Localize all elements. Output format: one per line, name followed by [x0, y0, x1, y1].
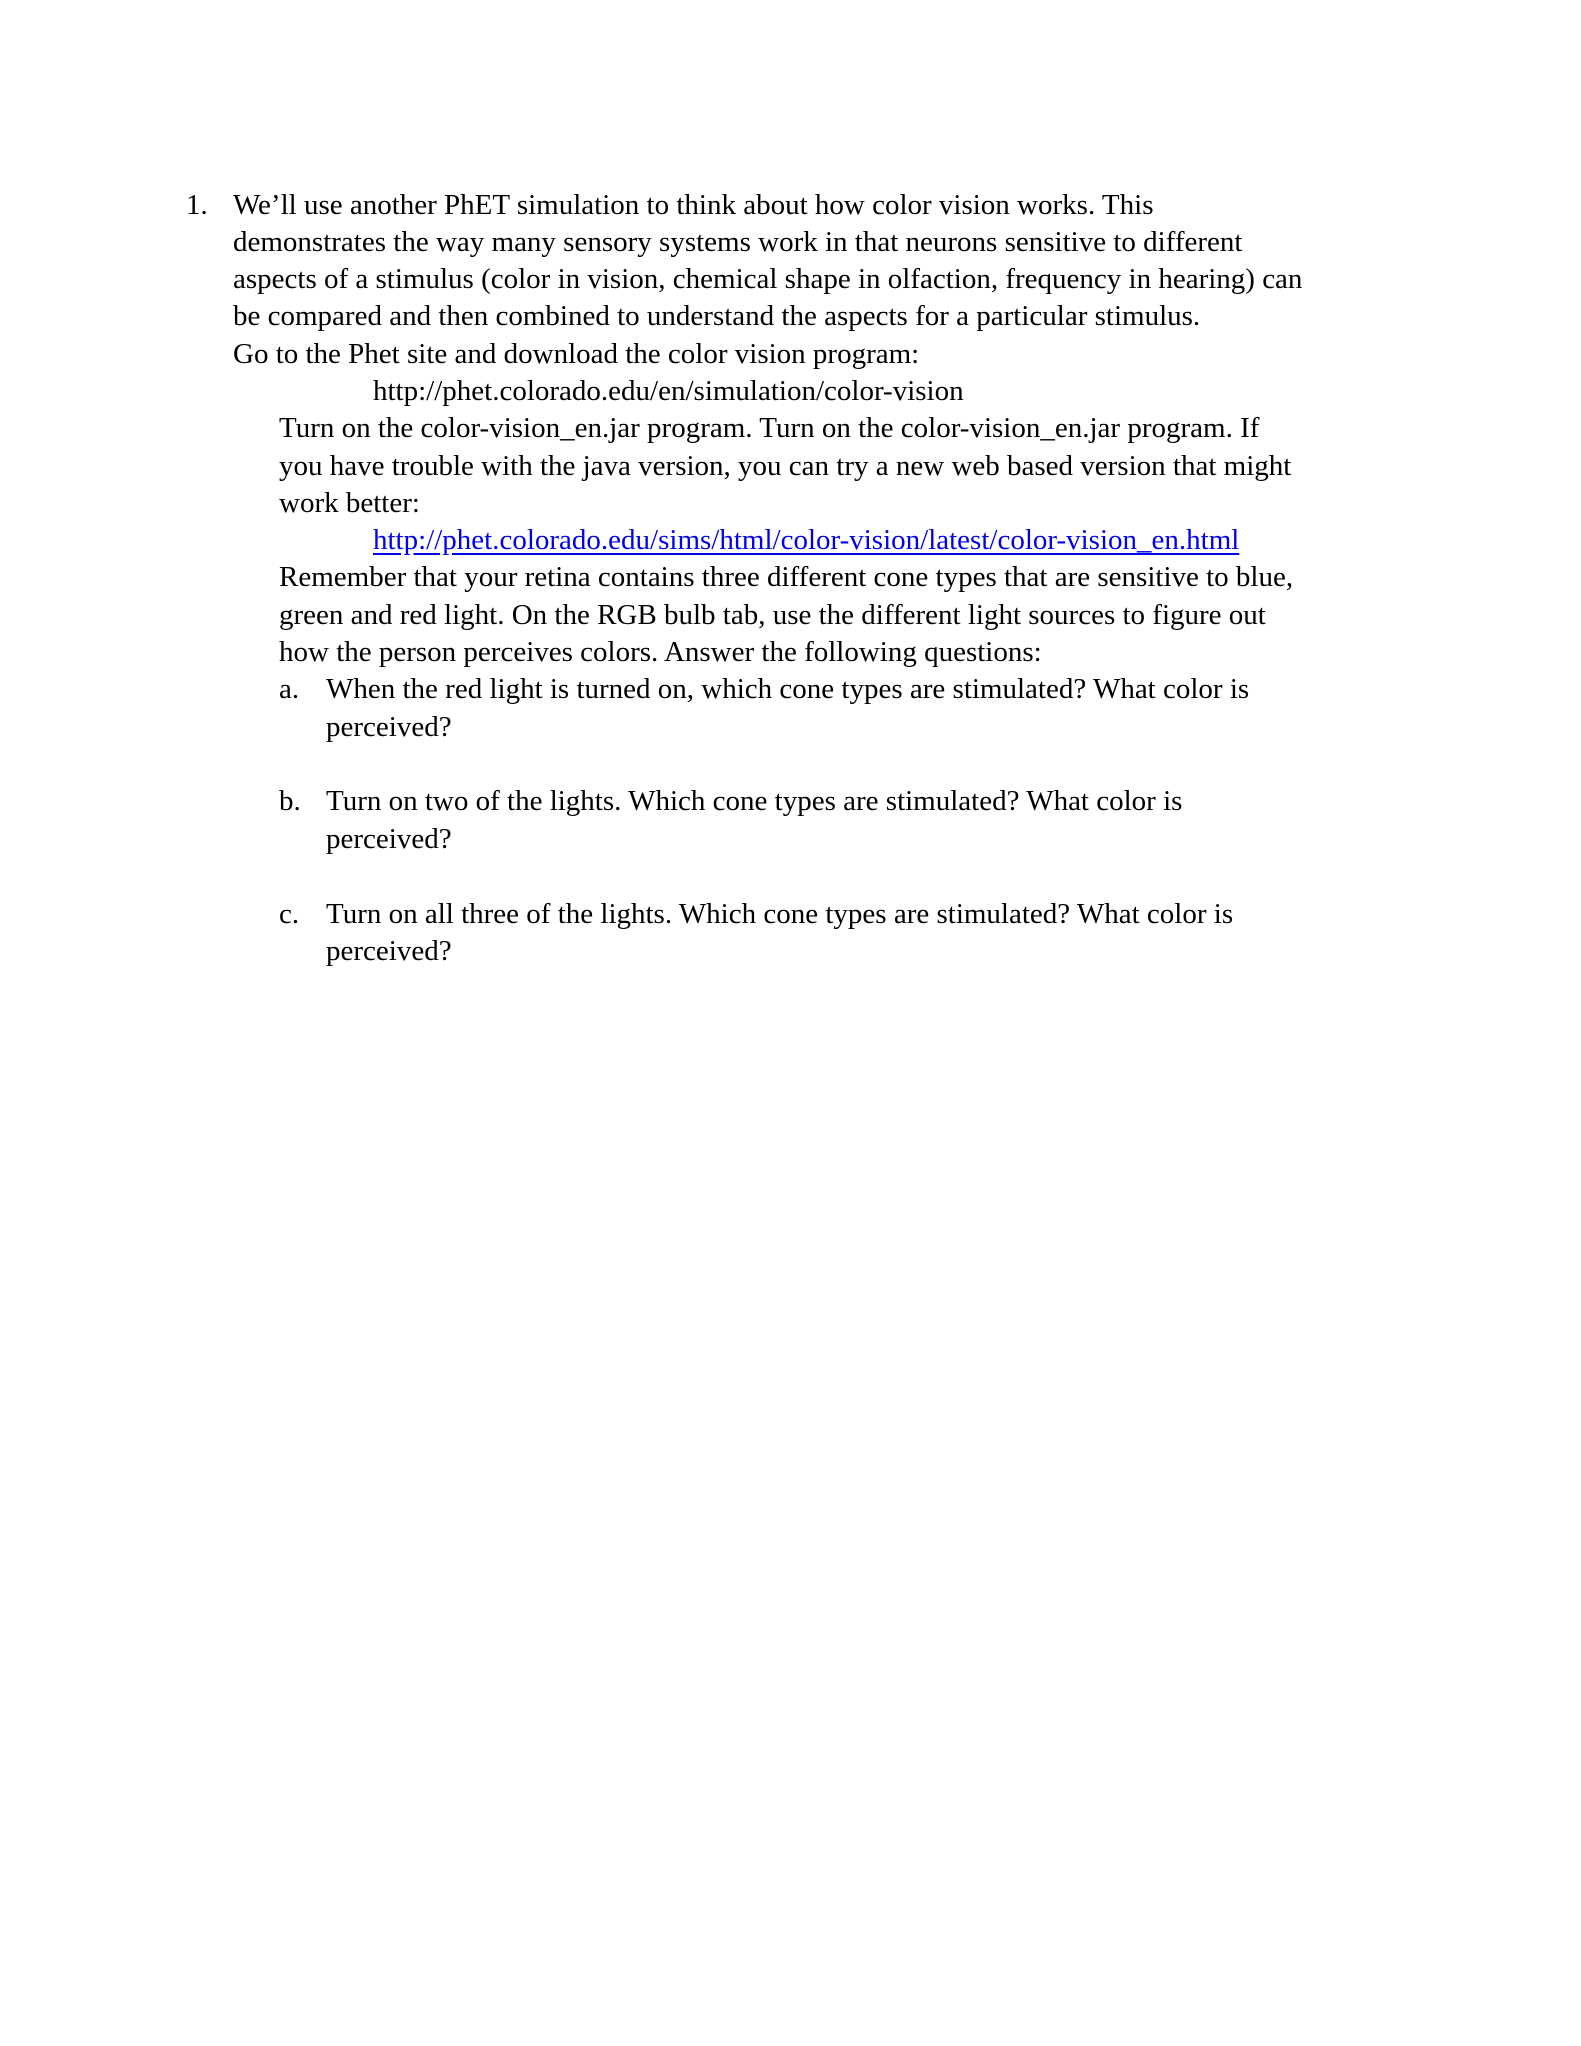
question-b-line-1: Turn on two of the lights. Which cone types are stimulated? What color is: [326, 785, 1183, 817]
web-version-link[interactable]: http://phet.colorado.edu/sims/html/color-vision/latest/color-vision_en.html: [373, 524, 1240, 556]
intro-line-4: be compared and then combined to understand the aspects for a particular stimulus.: [233, 300, 1201, 332]
intro-line-1: We’ll use another PhET simulation to think about how color vision works. This: [233, 189, 1154, 221]
simulation-url-text: http://phet.colorado.edu/en/simulation/color-vision: [373, 375, 964, 407]
question-b-marker: b.: [279, 785, 301, 817]
question-c-marker: c.: [279, 898, 300, 930]
question-b-line-2: perceived?: [326, 823, 452, 855]
turn-on-line-1: Turn on the color-vision_en.jar program. Turn on the color-vision_en.jar program. If: [279, 412, 1260, 444]
item-number: 1.: [186, 189, 208, 221]
question-a-line-1: When the red light is turned on, which cone types are stimulated? What color is: [326, 673, 1250, 705]
intro-line-2: demonstrates the way many sensory systems work in that neurons sensitive to different: [233, 226, 1243, 258]
remember-line-1: Remember that your retina contains three different cone types that are sensitive to blue,: [279, 561, 1294, 593]
question-c-line-2: perceived?: [326, 935, 452, 967]
question-a-line-2: perceived?: [326, 711, 452, 743]
intro-line-5: Go to the Phet site and download the color vision program:: [233, 338, 920, 370]
turn-on-line-3: work better:: [279, 487, 420, 519]
turn-on-line-2: you have trouble with the java version, you can try a new web based version that might: [279, 450, 1292, 482]
remember-line-3: how the person perceives colors. Answer the following questions:: [279, 636, 1042, 668]
intro-line-3: aspects of a stimulus (color in vision, chemical shape in olfaction, frequency in hearing) can: [233, 263, 1303, 295]
question-a-marker: a.: [279, 673, 300, 705]
question-c-line-1: Turn on all three of the lights. Which cone types are stimulated? What color is: [326, 898, 1234, 930]
remember-line-2: green and red light. On the RGB bulb tab, use the different light sources to figure out: [279, 599, 1266, 631]
